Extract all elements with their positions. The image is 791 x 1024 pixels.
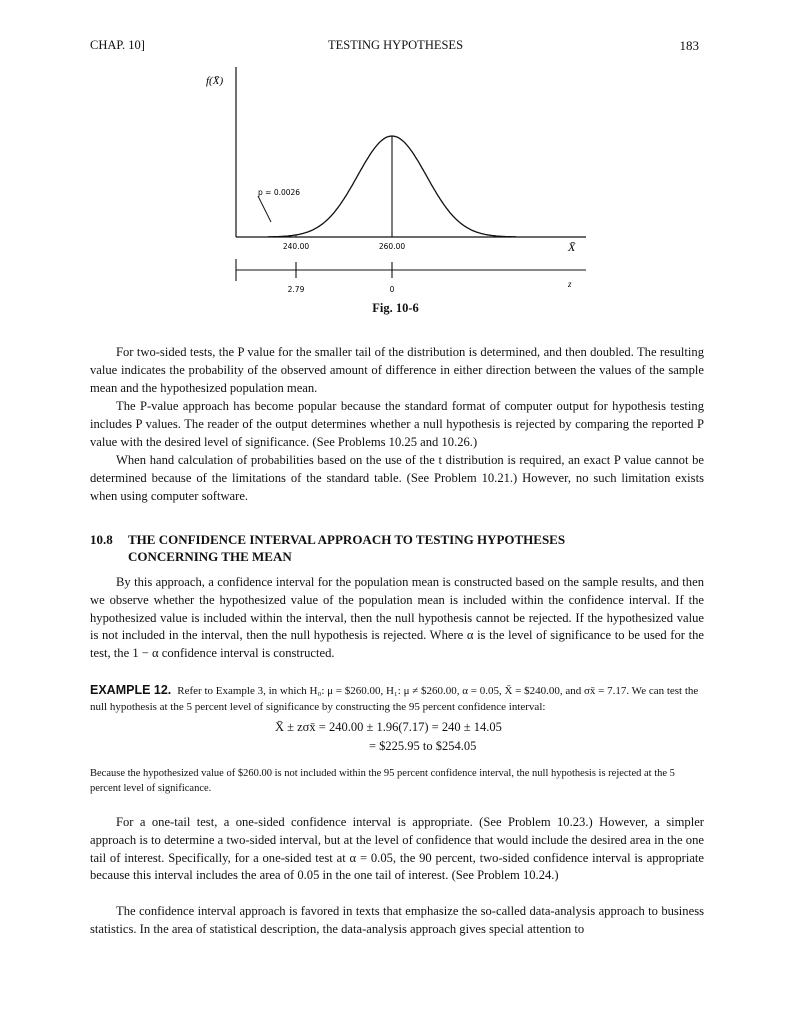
z-axis-label: z: [568, 279, 572, 289]
x-axis-label: X̄: [568, 240, 576, 254]
equation-line-2: = $225.95 to $254.05: [369, 739, 477, 753]
page-number: 183: [679, 38, 699, 53]
section-heading: [90, 531, 565, 565]
running-header-chapter: CHAP. 10]: [90, 38, 145, 52]
paragraph-text: The P-value approach has become popular because the standard format of computer output for hypothesis testing includes P values. The reader of the output determines whether a null hypothesis is rejected by comparing the reported P value with the desired level of significance. (See Problems 10.25 and 10.26.): [90, 399, 704, 449]
equation-line-1: X̄ ± zσx̄ = 240.00 ± 1.96(7.17) = 240 ± 14.05: [275, 720, 502, 734]
p-value-label: p = 0.0026: [258, 188, 301, 197]
paragraph-one-tail: [90, 814, 704, 885]
normal-curve-figure: [0, 0, 791, 320]
paragraph-text: When hand calculation of probabilities based on the use of the t distribution is required, an exact P value cannot be determined because of the limitations of the standard table. (See Problem 10.21.) However, no such limitation exists when using computer software.: [90, 453, 704, 503]
example-12: [90, 682, 704, 715]
x-tick-260: 260.00: [378, 242, 406, 251]
paragraph-text: By this approach, a confidence interval for the population mean is constructed based on the sample results, and then we observe whether the hypothesized value of the population mean is included within the confidence interval. If the hypothesized value is included within the interval, then the null hypothesis cannot be rejected. If the hypothesized value is not included in the interval, then the null hypothesis is rejected. Where α is the level of significance to be used for the test, the 1 − α confidence interval is constructed.: [90, 575, 704, 661]
section-title-line-1: THE CONFIDENCE INTERVAL APPROACH TO TESTING HYPOTHESES: [128, 532, 566, 547]
example-label: EXAMPLE 12.: [90, 683, 172, 697]
example-text: Refer to Example 3, in which H₀: μ = $260.00, H₁: μ ≠ $260.00, α = 0.05, X̄ = $240.00, and σx̄ = 7.17. We can test the null hypothesis at the 5 percent level of significance by constructing the 95 percent confidence interval:: [90, 685, 699, 713]
paragraph-hand-calculation: [90, 452, 704, 505]
figure-caption: Fig. 10-6: [372, 301, 419, 315]
section-title-line-2: CONCERNING THE MEAN: [128, 549, 292, 564]
y-axis-label: f(X̄): [206, 75, 224, 87]
example-conclusion: Because the hypothesized value of $260.00 is not included within the 95 percent confidence interval, the null hypothesis is rejected at the 5 percent level of significance.: [90, 768, 675, 794]
paragraph-ci-approach: [90, 574, 704, 663]
section-number: 10.8: [90, 532, 113, 547]
paragraph-two-sided: [90, 344, 704, 397]
paragraph-text: For a one-tail test, a one-sided confidence interval is appropriate. (See Problem 10.23.) However, a simpler approach is to determine a two-sided interval, but at the level of confidence that would include the desired area in the one tail of interest. Specifically, for a one-sided test at α = 0.05, the 90 percent, two-sided confidence interval is appropriate because this interval includes the area of 0.05 in the one tail of interest. (See Problem 10.24.): [90, 815, 704, 883]
paragraph-p-value-approach: [90, 398, 704, 451]
p-value-arrow: [258, 196, 271, 222]
running-header-title: TESTING HYPOTHESES: [327, 38, 464, 52]
z-tick-label-2: 0: [389, 285, 395, 294]
x-tick-240: 240.00: [282, 242, 310, 251]
paragraph-data-analysis: [90, 903, 704, 939]
paragraph-text: The confidence interval approach is favored in texts that emphasize the so-called data-analysis approach to business statistics. In the area of statistical description, the data-analysis approach gives special attention to: [90, 904, 704, 936]
z-tick-label-1: 2.79: [287, 285, 305, 294]
paragraph-text: For two-sided tests, the P value for the smaller tail of the distribution is determined, and then doubled. The resulting value indicates the probability of the observed amount of difference in either direction between the values of the sample mean and the hypothesized population mean.: [90, 345, 704, 395]
